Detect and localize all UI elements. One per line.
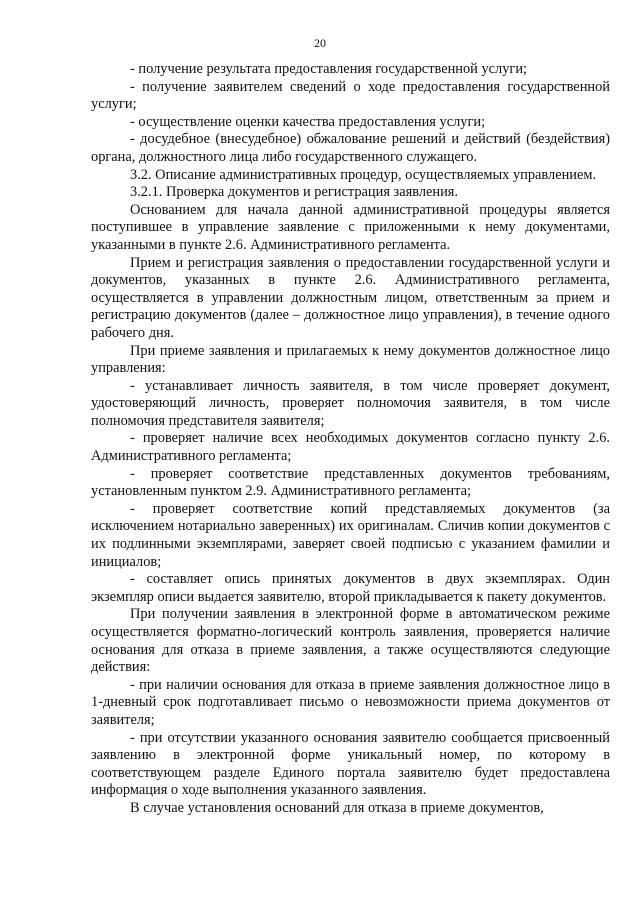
paragraph: - при наличии основания для отказа в приеме заявления должностное лицо в 1-дневный срок подготавливает письмо о невозможности приема документов от заявителя;: [91, 676, 610, 728]
document-body: [91, 61, 610, 818]
paragraph: В случае установления оснований для отказа в приеме документов,: [130, 799, 544, 816]
section-heading: 3.2. Описание административных процедур, осуществляемых управлением.: [130, 166, 597, 183]
page-number: 20: [314, 36, 326, 50]
paragraph: - осуществление оценки качества предоставления услуги;: [130, 113, 486, 130]
paragraph: Основанием для начала данной административной процедуры является поступившее в управление заявление с приложенными к нему документами, указанными в пункте 2.6. Административного регламента.: [91, 201, 610, 253]
paragraph: - устанавливает личность заявителя, в том числе проверяет документ, удостоверяющий личность, проверяет полномочия заявителя, в том числе полномочия представителя заявителя;: [91, 377, 610, 429]
paragraph: Прием и регистрация заявления о предоставлении государственной услуги и документов, указанных в пункте 2.6. Административного регламента, осуществляется в управлении должностным лицом, ответственным за прием и регистрацию документов (далее – должностное лицо управления), в течение одного рабочего дня.: [91, 254, 610, 341]
paragraph: - получение заявителем сведений о ходе предоставления государственной услуги;: [91, 78, 610, 113]
paragraph: - досудебное (внесудебное) обжалование решений и действий (бездействия) органа, должностного лица либо государственного служащего.: [91, 131, 610, 165]
paragraph: - проверяет соответствие представленных документов требованиям, установленным пунктом 2.9. Административного регламента;: [91, 465, 610, 500]
paragraph: При получении заявления в электронной форме в автоматическом режиме осуществляется форматно-логический контроль заявления, проверяется наличие основания для отказа в приеме заявления, а также осуществляются следующие действия:: [91, 606, 610, 676]
paragraph: - проверяет наличие всех необходимых документов согласно пункту 2.6. Административного регламента;: [91, 430, 610, 465]
paragraph: При приеме заявления и прилагаемых к нему документов должностное лицо управления:: [91, 342, 610, 377]
paragraph: - составляет опись принятых документов в двух экземплярах. Один экземпляр описи выдается заявителю, второй прикладывается к пакету документов.: [91, 571, 610, 605]
paragraph: - проверяет соответствие копий представляемых документов (за исключением нотариально заверенных) их оригиналам. Сличив копии документов с их подлинными экземплярами, заверяет своей подписью с указанием фамилии и инициалов;: [91, 500, 610, 570]
paragraph: - получение результата предоставления государственной услуги;: [130, 61, 528, 77]
subsection-heading: 3.2.1. Проверка документов и регистрация заявления.: [130, 184, 459, 201]
paragraph: - при отсутствии указанного основания заявителю сообщается присвоенный заявлению в электронной форме уникальный номер, по которому в соответствующем разделе Единого портала заявителю будет предоставлена информация о ходе выполнения указанного заявления.: [91, 729, 610, 799]
